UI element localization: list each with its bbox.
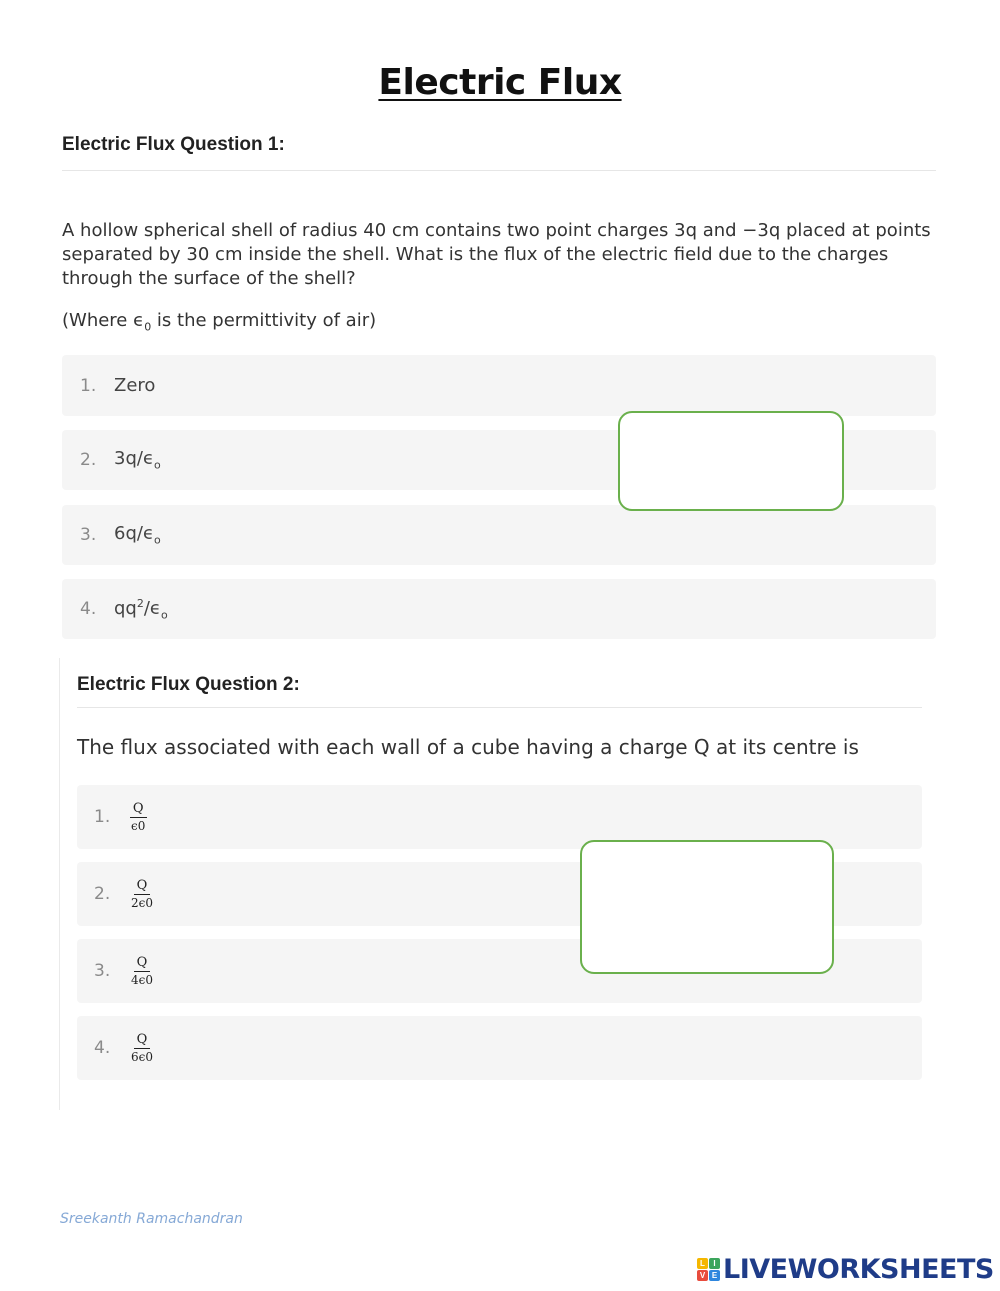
note-suffix: is the permittivity of air) bbox=[151, 310, 377, 331]
question-2-option-4[interactable] bbox=[77, 1016, 922, 1080]
option-fraction bbox=[128, 956, 156, 986]
fraction-denominator: ϵ0 bbox=[131, 819, 146, 833]
fraction-numerator: Q bbox=[130, 802, 147, 818]
logo-letter-i: I bbox=[709, 1258, 720, 1269]
option-number: 4. bbox=[94, 1038, 111, 1058]
question-1-note bbox=[62, 310, 376, 334]
option-value bbox=[114, 448, 161, 472]
note-subscript: 0 bbox=[144, 320, 152, 334]
option-text: Zero bbox=[114, 375, 156, 396]
option-value bbox=[114, 375, 155, 396]
fraction-denominator: 2ϵ0 bbox=[131, 896, 153, 910]
brand-name: LIVEWORKSHEETS bbox=[723, 1254, 994, 1285]
question-1-text-line-1: A hollow spherical shell of radius 40 cm contains two point charges 3q and −3q placed at points bbox=[62, 220, 931, 241]
option-number: 4. bbox=[80, 599, 97, 619]
fraction-numerator: Q bbox=[134, 879, 151, 895]
option-text: 3q/ϵ bbox=[114, 448, 155, 470]
option-number: 3. bbox=[94, 961, 111, 981]
question-1-text bbox=[62, 219, 931, 291]
option-fraction bbox=[128, 1033, 156, 1063]
option-value bbox=[114, 597, 168, 622]
option-text: qq bbox=[114, 597, 137, 619]
logo-letter-l: L bbox=[697, 1258, 708, 1269]
option-number: 3. bbox=[80, 525, 97, 545]
logo-letter-v: V bbox=[697, 1270, 708, 1281]
option-fraction bbox=[128, 802, 148, 832]
question-1-option-3[interactable] bbox=[62, 505, 936, 565]
logo-letter-e: E bbox=[709, 1270, 720, 1281]
question-1-text-line-3: through the surface of the shell? bbox=[62, 268, 356, 289]
option-value bbox=[114, 523, 161, 547]
note-prefix: (Where ϵ bbox=[62, 310, 145, 331]
question-1-option-1[interactable] bbox=[62, 355, 936, 416]
option-subscript: o bbox=[154, 533, 161, 547]
option-subscript: o bbox=[154, 458, 161, 472]
question-1-divider bbox=[62, 170, 936, 171]
fraction-denominator: 6ϵ0 bbox=[131, 1050, 153, 1064]
option-number: 2. bbox=[94, 884, 111, 904]
page-title: Electric Flux bbox=[378, 62, 622, 103]
author-credit: Sreekanth Ramachandran bbox=[60, 1211, 243, 1227]
question-2-heading: Electric Flux Question 2: bbox=[77, 674, 300, 695]
option-number: 2. bbox=[80, 450, 97, 470]
option-number: 1. bbox=[80, 375, 97, 396]
question-1-heading: Electric Flux Question 1: bbox=[62, 134, 285, 155]
fraction-denominator: 4ϵ0 bbox=[131, 973, 153, 987]
question-2-divider bbox=[77, 707, 922, 708]
option-text: 6q/ϵ bbox=[114, 523, 155, 545]
fraction-numerator: Q bbox=[134, 1033, 151, 1049]
question-2-text: The flux associated with each wall of a cube having a charge Q at its centre is bbox=[77, 735, 859, 759]
question-1-text-line-2: separated by 30 cm inside the shell. What is the flux of the electric field due to the charges bbox=[62, 244, 889, 265]
fraction-numerator: Q bbox=[134, 956, 151, 972]
brand-logo bbox=[697, 1254, 994, 1285]
question-1-answer-input[interactable] bbox=[618, 411, 844, 511]
option-number: 1. bbox=[94, 807, 111, 827]
option-superscript: 2 bbox=[136, 596, 144, 610]
question-2-left-border bbox=[59, 658, 60, 1110]
question-2-answer-input[interactable] bbox=[580, 840, 834, 974]
liveworksheets-logo-icon bbox=[697, 1258, 720, 1281]
option-subscript: o bbox=[161, 608, 168, 622]
option-fraction bbox=[128, 879, 156, 909]
option-text-2: /ϵ bbox=[143, 597, 161, 619]
question-1-option-4[interactable] bbox=[62, 579, 936, 639]
